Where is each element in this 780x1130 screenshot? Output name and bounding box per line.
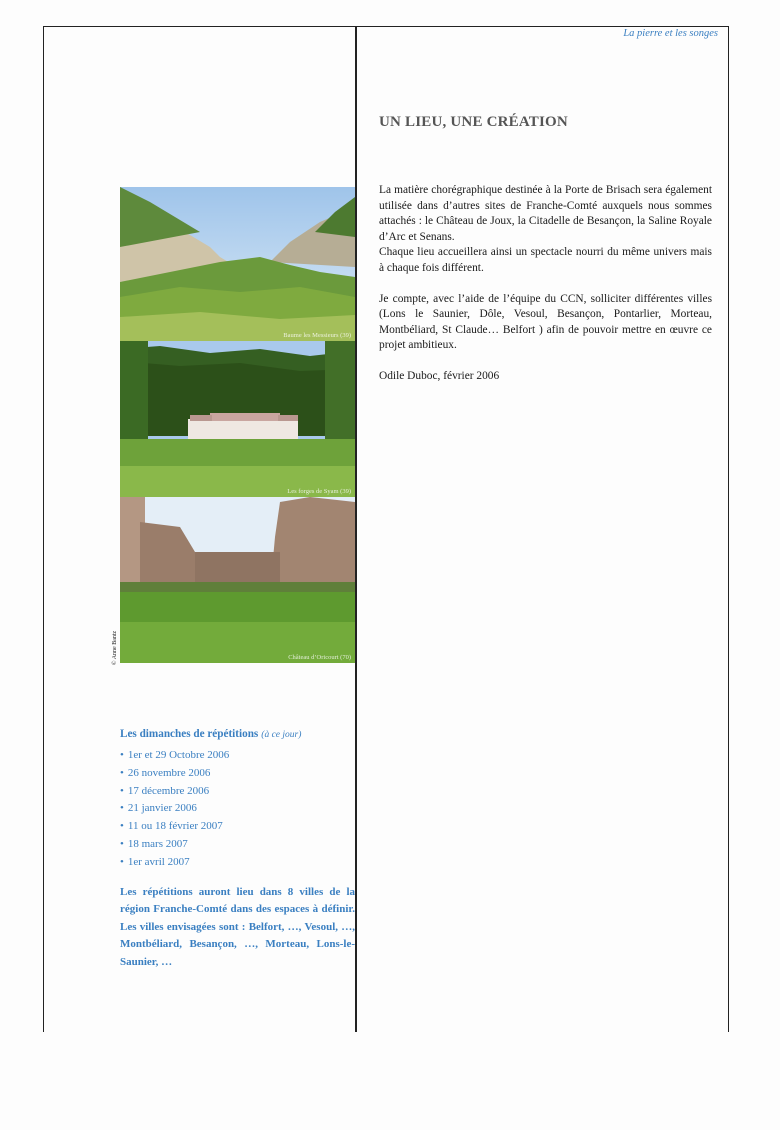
photo-caption-3: Château d’Oricourt (70) bbox=[288, 654, 351, 661]
bullet: • bbox=[120, 766, 124, 779]
rehearsals-heading-note: (à ce jour) bbox=[261, 730, 302, 740]
column-divider bbox=[355, 26, 357, 1032]
photo-credit: © Anne Bantz bbox=[112, 630, 118, 665]
frame-left-rule bbox=[43, 26, 44, 1032]
rehearsal-date: 26 novembre 2006 bbox=[127, 766, 211, 779]
rehearsals-note: Les répétitions auront lieu dans 8 villes de la région Franche-Comté dans des espaces à définir. Les villes envisagées sont : Belfort, …, Vesoul, …, Montbéliard, Besançon, …, Morteau, Lons-le-Saunier, … bbox=[120, 885, 355, 968]
paragraph-1a: La matière chorégraphique destinée à la Porte de Brisach sera également utilisée dans d’autres sites de Franche-Comté auxquels nous sommes attachés : le Château de Joux, la Citadelle de Besançon, la Saline Royale d’Arc et Senans. bbox=[379, 184, 712, 243]
rehearsal-date: 18 mars 2007 bbox=[127, 837, 188, 850]
bullet: • bbox=[120, 820, 124, 833]
rehearsal-date: 1er avril 2007 bbox=[127, 855, 190, 868]
frame-right-rule bbox=[728, 26, 729, 1032]
list-item bbox=[120, 854, 355, 872]
list-item bbox=[120, 818, 355, 836]
paragraph-1b: Chaque lieu accueillera ainsi un spectacle nourri du même univers mais à chaque fois différent. bbox=[379, 246, 712, 274]
photo-strip bbox=[120, 187, 355, 663]
frame-top-rule bbox=[43, 26, 729, 27]
list-item bbox=[120, 836, 355, 854]
bullet: • bbox=[120, 749, 124, 761]
bullet: • bbox=[120, 784, 124, 797]
bullet: • bbox=[120, 802, 124, 815]
rehearsal-date: 21 janvier 2006 bbox=[127, 802, 197, 815]
rehearsals-heading bbox=[120, 728, 355, 740]
signature: Odile Duboc, février 2006 bbox=[379, 369, 500, 382]
rehearsals-box bbox=[120, 728, 355, 982]
rehearsals-heading-text: Les dimanches de répétitions bbox=[120, 728, 259, 740]
list-item bbox=[120, 800, 355, 818]
rehearsal-date: 1er et 29 Octobre 2006 bbox=[127, 749, 230, 761]
list-item bbox=[120, 765, 355, 783]
rehearsal-date: 11 ou 18 février 2007 bbox=[127, 820, 223, 833]
photo-forges bbox=[120, 341, 355, 497]
paragraph-2: Je compte, avec l’aide de l’équipe du CCN, solliciter différentes villes (Lons le Saunier, Dôle, Vesoul, Besançon, Pontarlier, Morteau, Montbéliard, St Claude… Belfort ) afin de pouvoir mettre en œuvre ce projet ambitieux. bbox=[379, 292, 712, 352]
bullet: • bbox=[120, 837, 124, 850]
photo-caption-2: Les forges de Syam (39) bbox=[287, 488, 351, 495]
body-text bbox=[379, 183, 712, 385]
list-item bbox=[120, 783, 355, 801]
section-title: UN LIEU, UNE CRÉATION bbox=[379, 114, 568, 130]
photo-valley bbox=[120, 187, 355, 341]
running-title: La pierre et les songes bbox=[623, 28, 718, 39]
rehearsal-date: 17 décembre 2006 bbox=[127, 784, 210, 797]
list-item bbox=[120, 747, 355, 765]
photo-caption-1: Baume les Messieurs (39) bbox=[283, 332, 351, 339]
bullet: • bbox=[120, 855, 124, 868]
rehearsal-date-list bbox=[120, 747, 355, 872]
photo-castle bbox=[120, 497, 355, 663]
